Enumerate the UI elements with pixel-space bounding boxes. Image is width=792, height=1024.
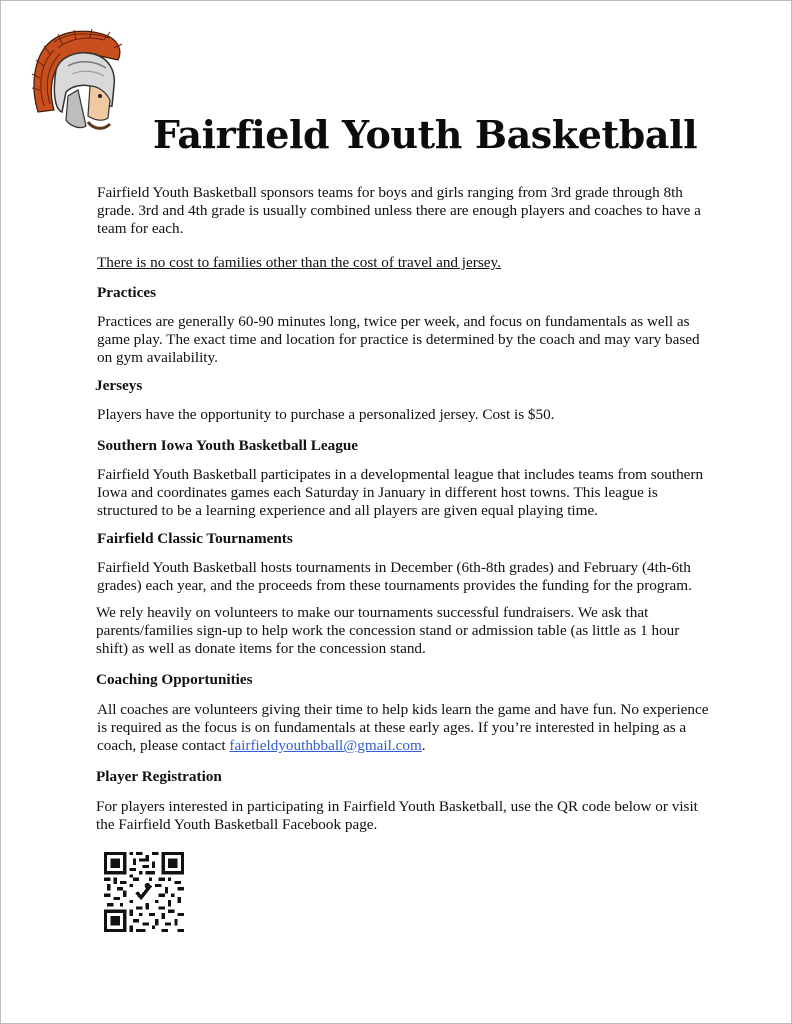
tournaments-paragraph: Fairfield Youth Basketball hosts tournaments in December (6th-8th grades) and February (4th-6th grades) each year, and the proceeds from these tournaments provides the funding for the program. xyxy=(97,559,692,594)
cost-note: There is no cost to families other than the cost of travel and jersey. xyxy=(97,254,501,271)
page-title: Fairfield Youth Basketball xyxy=(152,112,698,157)
practices-paragraph: Practices are generally 60-90 minutes long, twice per week, and focus on fundamentals as well as game play. The exact time and location for practice is determined by the coach and may vary based on gym availability. xyxy=(97,313,700,366)
practices-heading: Practices xyxy=(97,284,157,301)
registration-paragraph: For players interested in participating in Fairfield Youth Basketball, use the QR code below or visit the Fairfield Youth Basketball Facebook page. xyxy=(96,798,698,833)
coaching-text-end: . xyxy=(421,737,426,754)
registration-heading: Player Registration xyxy=(96,768,222,785)
coaching-text: All coaches are volunteers giving their time to help kids learn the game and have fun. No experience is required as the focus is on fundamentals at these early ages. If you’re interested in helping as a coach, please contact xyxy=(97,701,709,754)
coaching-heading: Coaching Opportunities xyxy=(96,671,253,688)
coaching-paragraph xyxy=(97,701,712,755)
tournaments-heading: Fairfield Classic Tournaments xyxy=(97,530,293,547)
league-heading: Southern Iowa Youth Basketball League xyxy=(97,437,359,454)
contact-email-link[interactable]: fairfieldyouthbball@gmail.com xyxy=(229,737,422,754)
league-paragraph: Fairfield Youth Basketball participates in a developmental league that includes teams from southern Iowa and coordinates games each Saturday in January in different host towns. This league is structured to be a learning experience and all players are given equal playing time. xyxy=(97,466,704,519)
qr-code-icon[interactable] xyxy=(104,852,184,932)
jerseys-paragraph: Players have the opportunity to purchase a personalized jersey. Cost is $50. xyxy=(97,406,555,423)
jerseys-heading: Jerseys xyxy=(95,377,143,394)
intro-paragraph: Fairfield Youth Basketball sponsors teams for boys and girls ranging from 3rd grade through 8th grade. 3rd and 4th grade is usually combined unless there are enough players and coaches to have a team for each. xyxy=(97,184,701,237)
volunteers-paragraph: We rely heavily on volunteers to make our tournaments successful fundraisers. We ask that parents/families sign-up to help work the concession stand or admission table (as little as 1 hour shift) as well as donate items for the concession stand. xyxy=(96,604,680,657)
